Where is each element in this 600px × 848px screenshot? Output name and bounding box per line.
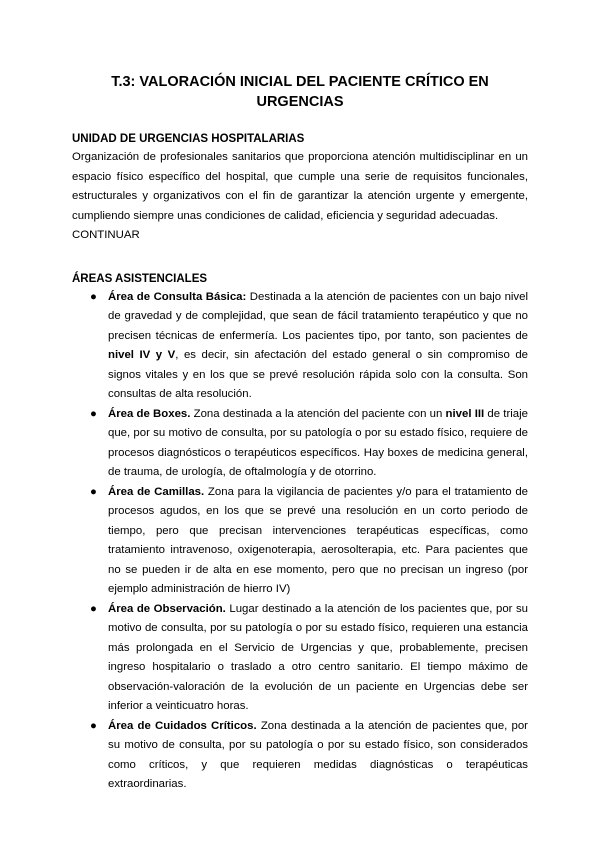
- area-name: Área de Observación.: [108, 602, 226, 615]
- unit-definition: Organización de profesionales sanitarios que proporciona atención multidisciplinar en un espacio físico específico del hospital, que cumple una serie de requisitos funcionales, estructurales y organizativos con el fin de garantizar la atención urgente y emergente, cumpliendo siempre unas condiciones de calidad, eficiencia y seguridad adecuadas.: [72, 151, 528, 222]
- area-level: nivel IV y V: [108, 349, 176, 361]
- area-name: Área de Camillas.: [108, 485, 205, 498]
- bullet-icon: ●: [90, 485, 97, 498]
- area-text: Lugar destinado a la atención de los pacientes que, por su motivo de consulta, por su patología o por su estado físico, requieren una estancia más prolongada en el Servicio de Urgencias y que, probablemente, precisen ingreso hospitalario o traslado a otro centro sanitario. El tiempo máximo de observación-valoración de la evolución de un paciente en Urgencias debe ser inferior a veinticuatro horas.: [108, 602, 529, 712]
- list-item-observacion: [90, 600, 528, 717]
- bullet-icon: ●: [90, 290, 97, 303]
- area-name: Área de Boxes.: [108, 407, 191, 420]
- list-item-camillas: [90, 483, 528, 600]
- areas-list: [72, 288, 528, 795]
- bullet-icon: ●: [90, 407, 97, 420]
- areas-heading: ÁREAS ASISTENCIALES: [72, 272, 208, 285]
- area-text: Destinada a la atención de pacientes con un bajo nivel de gravedad y de complejidad, que sean de fácil tratamiento terapéutico y que no precisen técnicas de enfermería. Los pacientes tipo, por tanto, son pacientes de: [108, 290, 528, 342]
- area-text: Zona destinada a la atención del paciente con un: [190, 407, 446, 420]
- continue-text: CONTINUAR: [72, 229, 140, 241]
- area-text: Zona para la vigilancia de pacientes y/o para el tratamiento de procesos agudos, en los que se prevé una resolución en un corto periodo de tiempo, pero que precisan intervenciones terapéuticas específicas, como tratamiento intravenoso, oxigenoterapia, aerosolterapia, etc. Para pacientes que no se pueden ir de alta en ese momento, pero que no precisan un ingreso (por ejemplo administración de hierro IV): [108, 485, 528, 595]
- area-text-continued: de triaje que, por su motivo de consulta, por su patología o por su estado físico, requiere de procesos diagnósticos o terapéuticos específicos. Hay boxes de medicina general, de trauma, de urología, de oftalmología y de otorrino.: [108, 407, 528, 478]
- bullet-icon: ●: [90, 719, 97, 732]
- area-name: Área de Consulta Básica:: [108, 290, 247, 303]
- bullet-icon: ●: [90, 602, 97, 615]
- area-name: Área de Cuidados Críticos.: [108, 719, 257, 732]
- area-text-continued: , es decir, sin afectación del estado general o sin compromiso de signos vitales y en los que se prevé resolución rápida solo con la consulta. Son consultas de alta resolución.: [108, 349, 528, 400]
- unit-heading: UNIDAD DE URGENCIAS HOSPITALARIAS: [72, 133, 305, 145]
- list-item-consulta-basica: [90, 288, 528, 405]
- area-level: nivel III: [445, 407, 485, 420]
- list-item-cuidados-criticos: [90, 717, 528, 795]
- list-item-boxes: [90, 405, 528, 483]
- page-title: T.3: VALORACIÓN INICIAL DEL PACIENTE CRÍTICO EN URGENCIAS: [111, 74, 489, 110]
- area-text: Zona destinada a la atención de pacientes que, por su motivo de consulta, por su patología o por su estado físico, son considerados como críticos, y que requieren medidas diagnósticas o terapéuticas extraordinarias.: [108, 719, 528, 790]
